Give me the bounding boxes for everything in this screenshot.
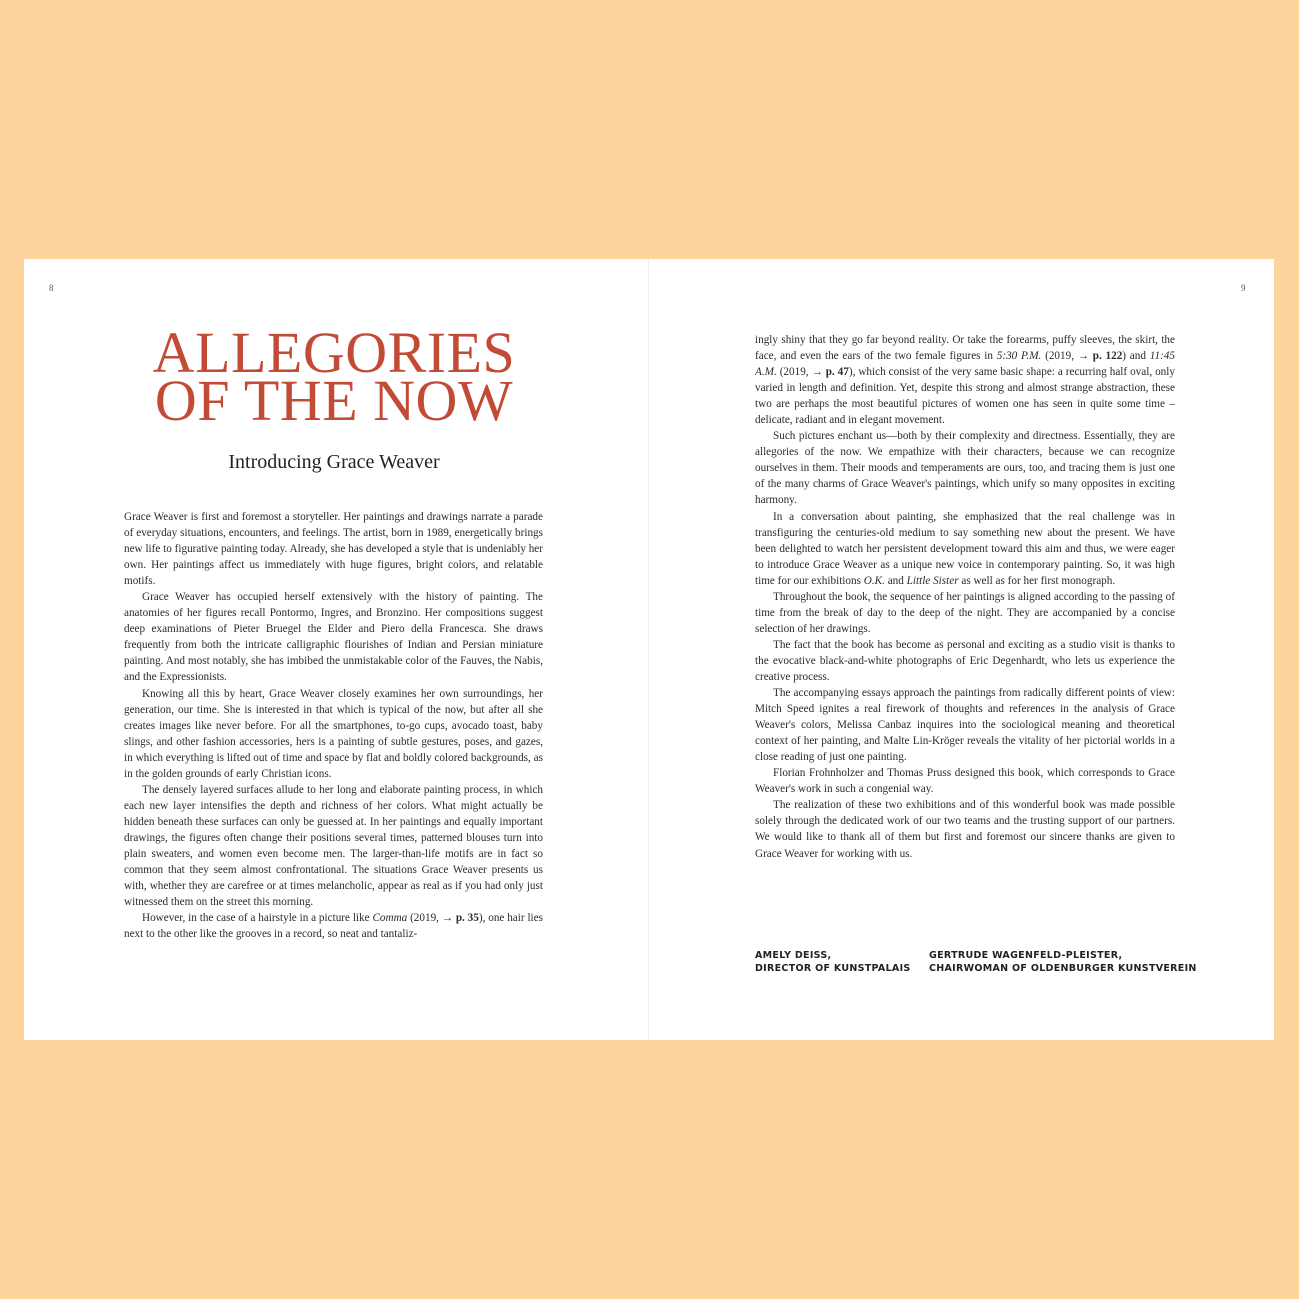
paragraph: Such pictures enchant us—both by their complexity and directness. Essentially, they are allegories of the now. We empathize with their characters, because we can recognize ourselves in them. Their moods and temperaments are ours, too, and tracing them is just one of the many charms of Grace Weaver's paintings, which unify so many opposites in exciting harmony. — [755, 430, 1175, 507]
right-text-column — [755, 332, 1175, 902]
text-run: ), which consist of the very same basic shape: a recurring half oval, only varied in length and definition. Yet, despite this strong and almost strange abstraction, these two are perhaps the most beautiful pictures of women one has seen in quite some time – delicate, radiant and in elegant movement. — [755, 366, 1175, 427]
text-run: ), one hair lies next to the other like the grooves in a record, so neat and tantaliz- — [124, 912, 543, 941]
artwork-title: 5:30 P.M. — [996, 350, 1042, 363]
signature-role: CHAIRWOMAN OF OLDENBURGER KUNSTVEREIN — [929, 963, 1197, 974]
signature-amely-deiss — [755, 949, 911, 975]
paragraph: Florian Frohnholzer and Thomas Pruss designed this book, which corresponds to Grace Weaver's work in such a congenial way. — [755, 767, 1175, 796]
signature-name: AMELY DEISS, — [755, 950, 832, 961]
paragraph: The realization of these two exhibitions and of this wonderful book was made possible solely through the dedicated work of our two teams and the trusting support of our partners. We would like to thank all of them but first and foremost our sincere thanks are given to Grace Weaver for working with us. — [755, 799, 1175, 860]
page-title — [124, 320, 544, 433]
paragraph — [124, 910, 543, 942]
exhibition-title: Little Sister — [906, 574, 959, 587]
text-run: ) and — [1122, 350, 1150, 363]
text-run: ingly shiny that they go far beyond reality. Or take the forearms, puffy sleeves, the skirt, the face, and even the ears of the two female figures in — [755, 334, 1175, 363]
paragraph: Throughout the book, the sequence of her paintings is aligned according to the passing of time from the break of day to the deep of the night. They are accompanied by a concise selection of her drawings. — [755, 590, 1175, 635]
page-reference: → p. 35 — [441, 912, 479, 925]
title-line-1: ALLEGORIES — [152, 320, 516, 385]
paragraph: The densely layered surfaces allude to her long and elaborate painting process, in which each new layer intensifies the depth and richness of her colors. What might actually be hidden beneath these surfaces can only be guessed at. In her paintings and equally important drawings, the figures often change their positions several times, patterned blouses turn into plain sweaters, and women even become men. The larger-than-life motifs are in fact so common that they seem almost confrontational. The situations Grace Weaver presents us with, whether they are carefree or at times melancholic, appear as real as if you had only just witnessed them on the street this morning. — [124, 783, 543, 909]
text-run: as well as for her first monograph. — [958, 574, 1116, 587]
exhibition-title: O.K. — [863, 574, 885, 587]
page-reference: → p. 47 — [811, 366, 849, 379]
page-number-left: 8 — [49, 283, 54, 293]
title-line-2: OF THE NOW — [154, 368, 514, 433]
text-run: (2019, — [407, 912, 442, 925]
book-spread — [24, 259, 1274, 1040]
text-run: and — [884, 574, 907, 587]
artwork-title: Comma — [372, 912, 408, 925]
text-run: In a conversation about painting, she emphasized that the real challenge was in transfiguring the centuries-old medium to say something new about the present. We have been delighted to watch her persistent development toward this aim and thus, we were eager to introduce Grace Weaver as a unique new voice in contemporary painting. So, it was high time for our exhibitions — [755, 510, 1175, 587]
paragraph: The accompanying essays approach the paintings from radically different points of view: Mitch Speed ignites a real firework of thoughts and references in the analysis of Grace Weaver's colors, Melissa Canbaz inquires into the sociological meaning and theoretical context of her painting, and Malte Lin-Kröger reveals the vitality of her pictorial worlds in a close reading of just one painting. — [755, 687, 1175, 764]
page-reference: → p. 122 — [1077, 350, 1123, 363]
paragraph: Knowing all this by heart, Grace Weaver closely examines her own surroundings, her generation, our time. She is interested in that which is typical of the now, but after all she creates images like never before. For all the smartphones, to-go cups, avocado toast, baby slings, and other fashion accessories, hers is a painting of subtle gestures, poses, and gazes, in which everything is lifted out of time and space by flat and boldly colored backgrounds, as in the golden grounds of early Christian icons. — [124, 687, 543, 780]
page-subtitle: Introducing Grace Weaver — [228, 451, 440, 473]
signature-gertrude-wagenfeld-pleister — [929, 949, 1197, 975]
paragraph: Grace Weaver has occupied herself extensively with the history of painting. The anatomies of her figures recall Pontormo, Ingres, and Bronzino. Her compositions suggest deep examinations of Pieter Bruegel the Elder and Piero della Francesca. She draws frequently from both the intricate calligraphic flourishes of Indian and Persian miniature painting. And most notably, she has imbibed the unmistakable color of the Fauves, the Nabis, and the Expressionists. — [124, 591, 543, 684]
signature-name: GERTRUDE WAGENFELD-PLEISTER, — [929, 950, 1123, 961]
text-run: (2019, — [776, 366, 812, 379]
paragraph: Grace Weaver is first and foremost a storyteller. Her paintings and drawings narrate a parade of everyday situations, encounters, and feelings. The artist, born in 1989, energetically brings new life to figurative painting today. Already, she has developed a style that is undeniably her own. Her paintings affect us immediately with huge figures, bright colors, and relatable motifs. — [124, 511, 543, 588]
text-run: However, in the case of a hairstyle in a picture like — [142, 912, 373, 925]
signature-role: DIRECTOR OF KUNSTPALAIS — [755, 963, 911, 974]
page-number-right: 9 — [1241, 283, 1246, 293]
paragraph — [755, 332, 1175, 428]
text-run: (2019, — [1041, 350, 1078, 363]
book-gutter — [648, 259, 649, 1040]
paragraph — [755, 509, 1175, 589]
paragraph: The fact that the book has become as personal and exciting as a studio visit is thanks to the evocative black-and-white photographs of Eric Degenhardt, who lets us experience the creative process. — [755, 638, 1175, 683]
left-text-column — [124, 509, 543, 979]
artwork-title: 11:45 A.M. — [755, 350, 1175, 379]
